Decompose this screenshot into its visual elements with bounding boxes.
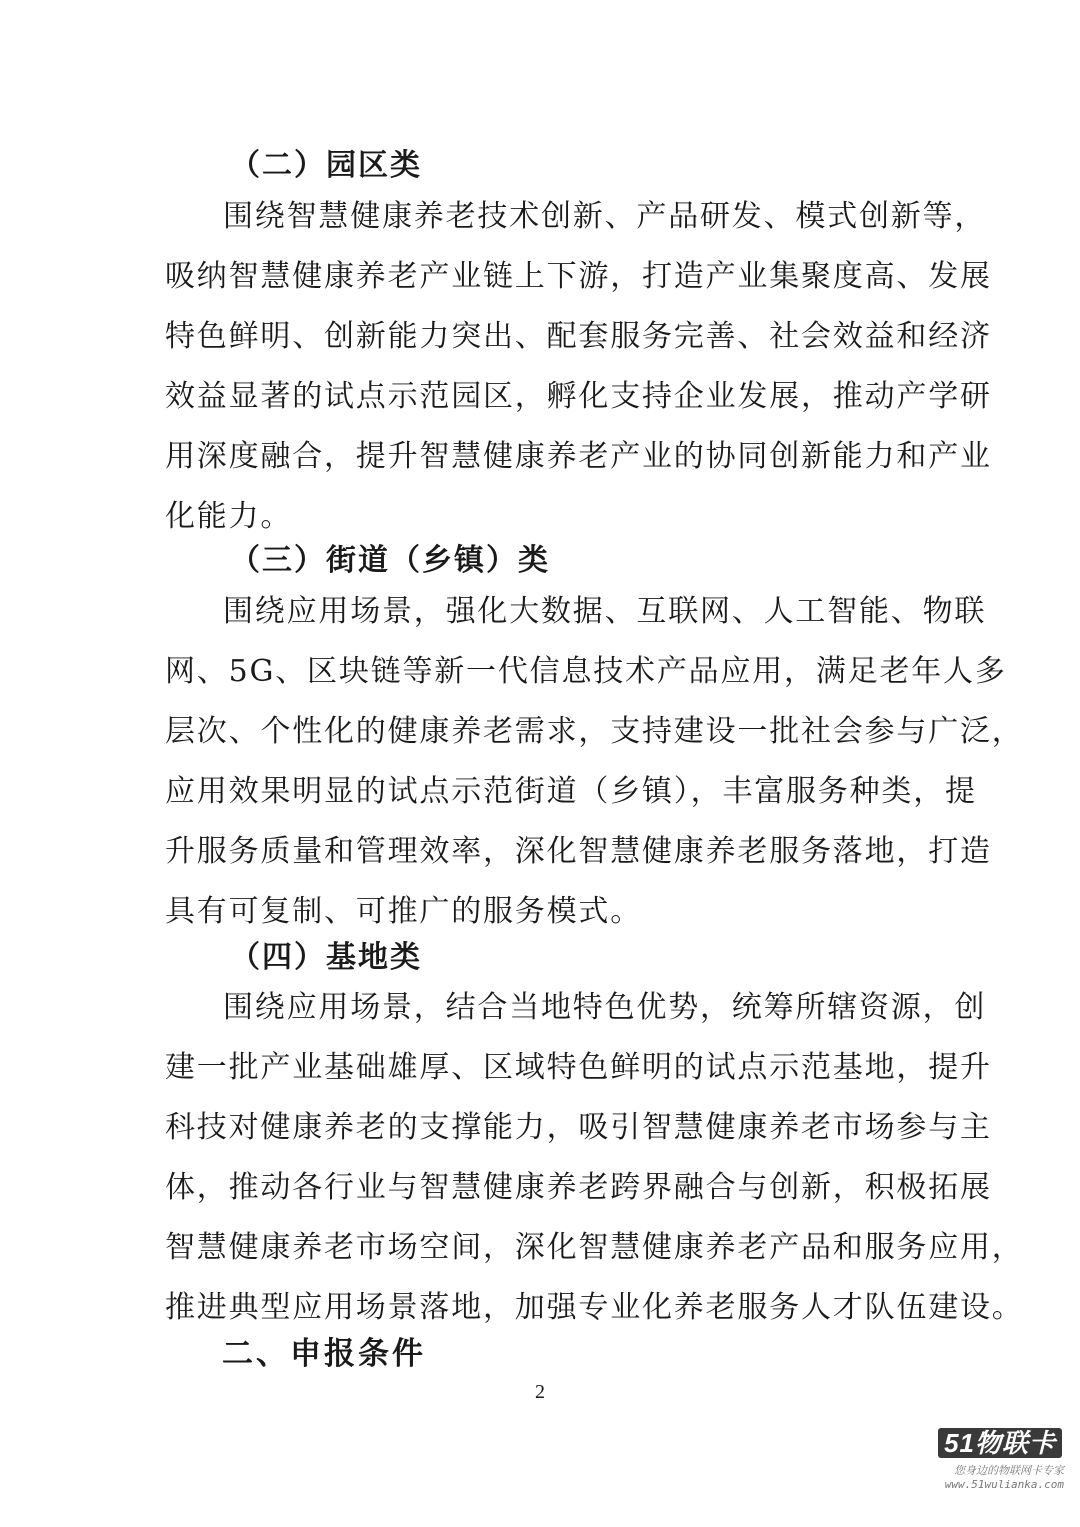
subsection-heading-street: （三）街道（乡镇）类 <box>230 543 550 578</box>
paragraph-line: 围绕应用场景，强化大数据、互联网、人工智能、物联 <box>223 594 987 629</box>
paragraph-line: 科技对健康养老的支撑能力，吸引智慧健康养老市场参与主 <box>165 1110 992 1145</box>
subsection-heading-park: （二）园区类 <box>230 148 422 183</box>
paragraph-line: 体，推动各行业与智慧健康养老跨界融合与创新，积极拓展 <box>165 1170 992 1205</box>
paragraph-line: 化能力。 <box>165 499 293 534</box>
watermark-logo: 51物联卡 <box>938 1428 1062 1458</box>
paragraph-line: 网、5G、区块链等新一代信息技术产品应用，满足老年人多 <box>165 654 1007 689</box>
paragraph-line: 智慧健康养老市场空间，深化智慧健康养老产品和服务应用， <box>165 1230 1024 1265</box>
paragraph-line: 推进典型应用场景落地，加强专业化养老服务人才队伍建设。 <box>165 1290 1024 1325</box>
page-number: 2 <box>535 1381 545 1403</box>
paragraph-line: 围绕应用场景，结合当地特色优势，统筹所辖资源，创 <box>223 990 987 1025</box>
paragraph-line: 层次、个性化的健康养老需求，支持建设一批社会参与广泛， <box>165 714 1024 749</box>
watermark-url: www.51wulianka.com <box>944 1478 1064 1491</box>
paragraph-base <box>165 978 1024 1338</box>
subsection-heading-base: （四）基地类 <box>230 940 422 975</box>
paragraph-line: 特色鲜明、创新能力突出、配套服务完善、社会效益和经济 <box>165 319 992 354</box>
paragraph-line: 围绕智慧健康养老技术创新、产品研发、模式创新等， <box>223 199 987 234</box>
paragraph-line: 建一批产业基础雄厚、区域特色鲜明的试点示范基地，提升 <box>165 1050 992 1085</box>
paragraph-line: 效益显著的试点示范园区，孵化支持企业发展，推动产学研 <box>165 379 992 414</box>
watermark <box>935 1428 1070 1498</box>
watermark-tagline: 您身边的物联网卡专家 <box>954 1464 1064 1477</box>
paragraph-line: 应用效果明显的试点示范街道（乡镇），丰富服务种类，提 <box>165 774 977 809</box>
paragraph-park <box>165 187 992 547</box>
section-heading-application-conditions: 二、申报条件 <box>222 1336 426 1372</box>
paragraph-line: 用深度融合，提升智慧健康养老产业的协同创新能力和产业 <box>165 439 992 474</box>
paragraph-line: 升服务质量和管理效率，深化智慧健康养老服务落地，打造 <box>165 834 992 869</box>
paragraph-street <box>165 582 1024 942</box>
paragraph-line: 具有可复制、可推广的服务模式。 <box>165 894 642 929</box>
paragraph-line: 吸纳智慧健康养老产业链上下游，打造产业集聚度高、发展 <box>165 259 992 294</box>
